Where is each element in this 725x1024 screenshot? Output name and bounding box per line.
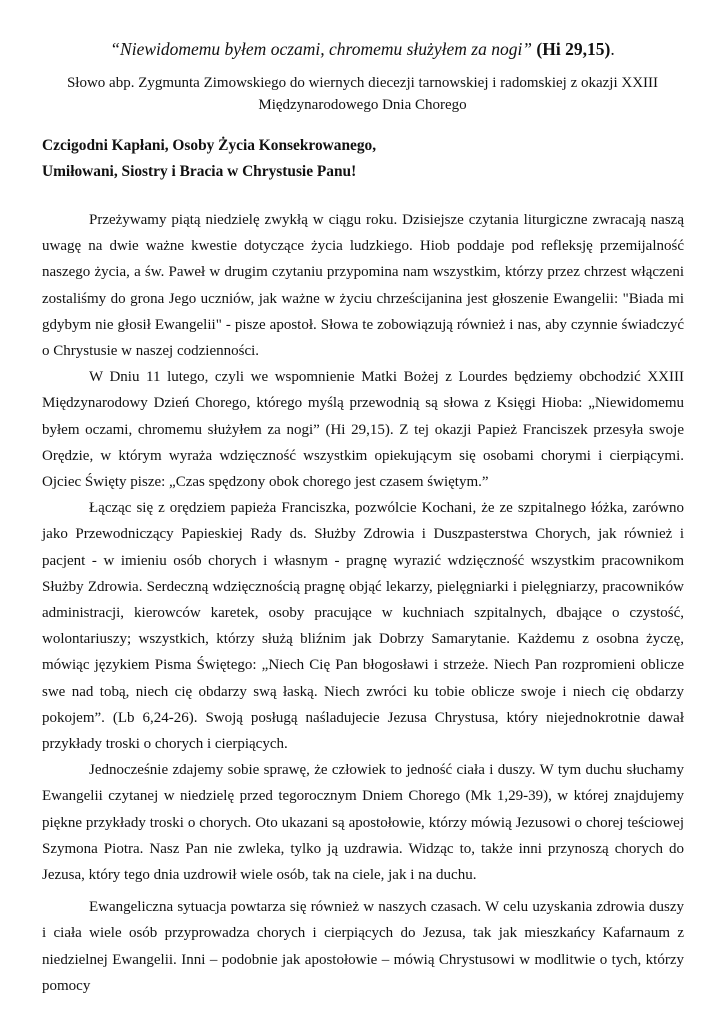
paragraph-2: W Dniu 11 lutego, czyli we wspomnienie Matki Bożej z Lourdes będziemy obchodzić XXIII Międzynarodowy Dzień Chorego, którego myślą przewodnią są słowa z Księgi Hioba: „Niewidomemu byłem oczami, chromemu służyłem za nogi” (Hi 29,15). Z tej okazji Papież Franciszek przesyła swoje Orędzie, w którym wyraża wdzięczność wszystkim opiekującym się osobami chorymi i cierpiącymi. Ojciec Święty pisze: „Czas spędzony obok chorego jest czasem świętym.” bbox=[42, 369, 684, 491]
paragraph-3: Łącząc się z orędziem papieża Franciszka, pozwólcie Kochani, że ze szpitalnego łóżka, zarówno jako Przewodniczący Papieskiej Rady ds. Służby Zdrowia i Duszpasterstwa Chorych, jak również i pacjent - w imieniu osób chorych i własnym - pragnę wyrazić wdzięczność wszystkim pracownikom Służby Zdrowia. Serdeczną wdzięcznością pragnę objąć lekarzy, pielęgniarki i pielęgniarzy, pracowników administracji, kierowców karetek, osoby pracujące w kuchniach szpitalnych, dbające o czystość, wolontariuszy; wszystkich, którzy służą bliźnim jak Dobrzy Samarytanie. Każdemu z osobna życzę, mówiąc językiem Pisma Świętego: „Niech Cię Pan błogosławi i strzeże. Niech Pan rozpromieni oblicze swe nad tobą, niech cię obdarzy swą łaską. Niech zwróci ku tobie oblicze swoje i niech cię obdarzy pokojem”. (Lb 6,24-26). Swoją posługą naśladujecie Jezusa Chrystusa, który niejednokrotnie dawał przykłady troski o chorych i cierpiących. bbox=[42, 500, 684, 753]
paragraph-5: Ewangeliczna sytuacja powtarza się również w naszych czasach. W celu uzyskania zdrowia duszy i ciała wiele osób przyprowadza chorych i cierpiących do Jezusa, tak jak mieszkańcy Kafarnaum z niedzielnej Ewangelii. Inni – podobnie jak apostołowie – mówią Chrystusowi w modlitwie o tych, którzy pomocy bbox=[42, 899, 684, 994]
document-subtitle: Słowo abp. Zygmunta Zimowskiego do wiernych diecezji tarnowskiej i radomskiej z okazji XXIII Międzynarodowego Dnia Chorego bbox=[66, 75, 659, 113]
document-title bbox=[40, 38, 685, 60]
document-body bbox=[42, 207, 684, 999]
greeting-line-1: Czcigodni Kapłani, Osoby Życia Konsekrowanego, bbox=[42, 137, 377, 154]
paragraph-1: Przeżywamy piątą niedzielę zwykłą w ciągu roku. Dzisiejsze czytania liturgiczne zwracają naszą uwagę na dwie ważne kwestie dotyczące życia ludzkiego. Hiob poddaje pod refleksję przemijalność naszego życia, a św. Paweł w drugim czytaniu przypomina nam wszystkim, którzy przez chrzest włączeni zostaliśmy do grona Jego uczniów, jak ważne w życiu chrześcijanina jest głoszenie Ewangelii: "Biada mi gdybym nie głosił Ewangelii" - pisze apostoł. Słowa te zobowiązują również i nas, aby czynnie świadczyć o Chrystusie w naszej codzienności. bbox=[42, 212, 684, 360]
title-reference: (Hi 29,15) bbox=[532, 39, 611, 59]
paragraph-4: Jednocześnie zdajemy sobie sprawę, że człowiek to jedność ciała i duszy. W tym duchu słuchamy Ewangelii czytanej w niedzielę przed tegorocznym Dniem Chorego (Mk 1,29-39), w której znajdujemy piękne przykłady troski o chorych. Oto ukazani są apostołowie, którzy mówią Jezusowi o chorej teściowej Szymona Piotra. Nasz Pan nie zwleka, tylko ją uzdrawia. Widząc to, także inni przynoszą chorych do Jezusa, który tego dnia uzdrowił wiele osób, tak na ciele, jak i na duchu. bbox=[42, 762, 684, 884]
greeting-line-2: Umiłowani, Siostry i Bracia w Chrystusie Panu! bbox=[42, 163, 357, 180]
title-end: . bbox=[610, 39, 615, 59]
title-quote: “Niewidomemu byłem oczami, chromemu służyłem za nogi” bbox=[110, 39, 533, 59]
